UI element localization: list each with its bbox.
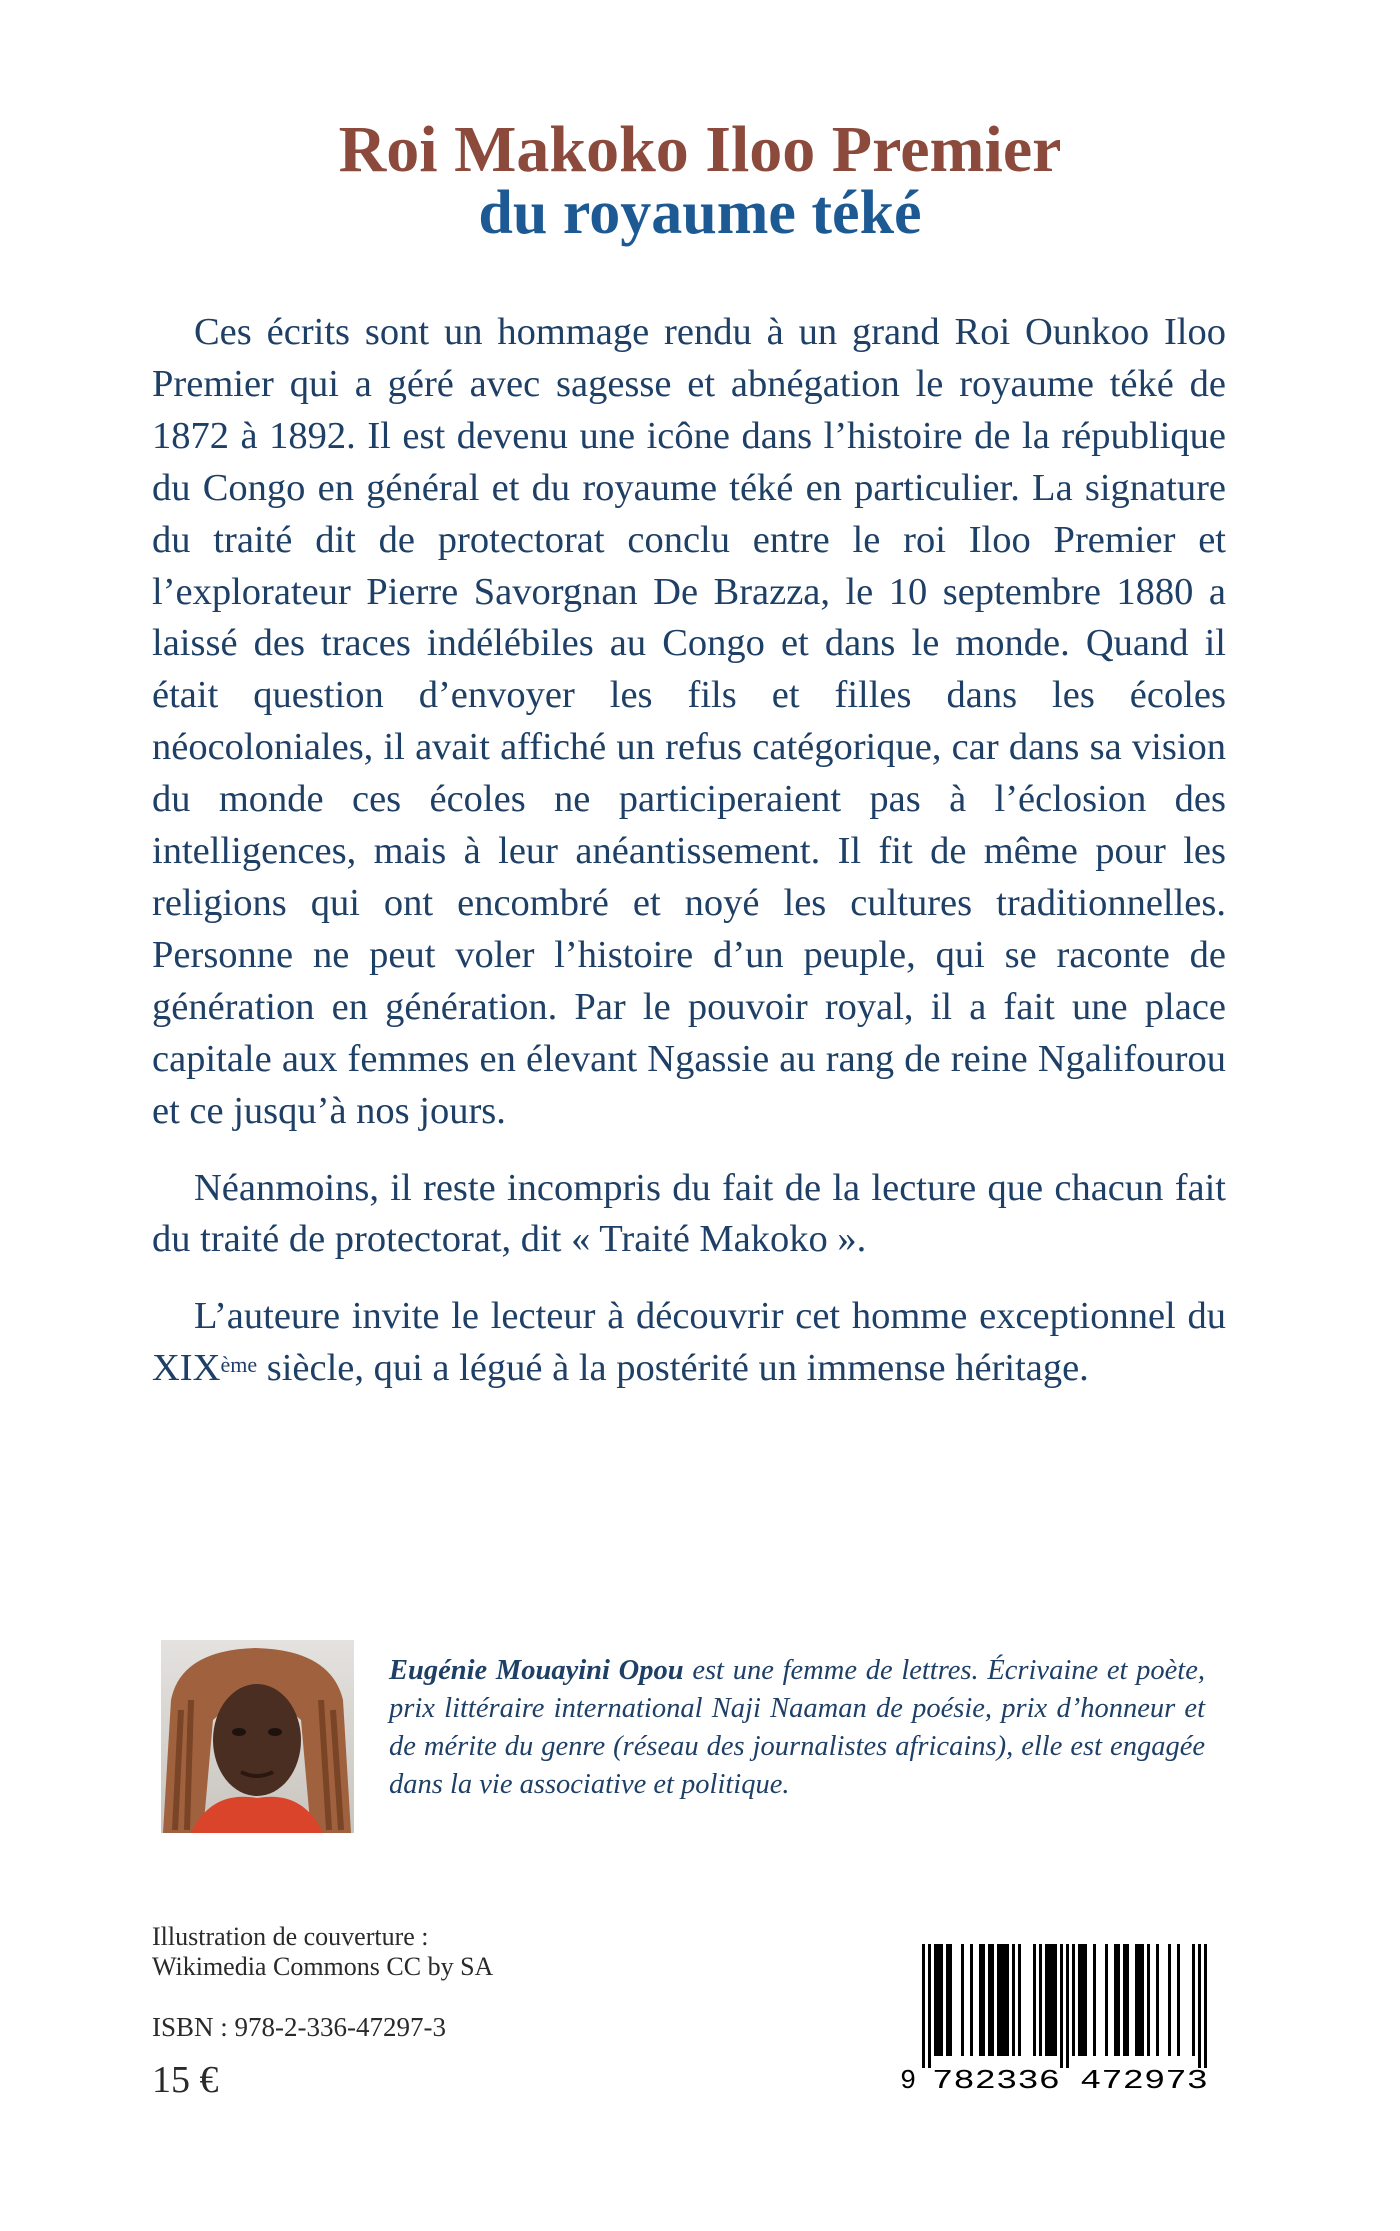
barcode-bar xyxy=(928,1944,931,2068)
barcode-bar xyxy=(970,1944,973,2056)
barcode-bar xyxy=(961,1944,964,2056)
barcode-right-digits: 472973 xyxy=(1080,2067,1208,2094)
barcode-bar xyxy=(1141,1944,1144,2056)
barcode-bar xyxy=(1192,1944,1195,2056)
barcode-bar xyxy=(1126,1944,1129,2056)
blurb-paragraph-2: Néanmoins, il reste incompris du fait de la lecture que chacun fait du traité de protectorat, dit « Traité Makoko ». xyxy=(152,1166,1226,1261)
barcode-bar xyxy=(1168,1944,1171,2056)
barcode-bar xyxy=(1147,1944,1150,2056)
blurb-paragraph-3 xyxy=(152,1291,1226,1395)
barcode-bar xyxy=(949,1944,952,2056)
author-bio-text: est une femme de lettres. Écrivaine et poète, prix littéraire international Naji Naaman de poésie, prix d’honneur et de mérite du genre (réseau des journalistes africains), elle est engagée dans la vie associative et politique. xyxy=(389,1655,1205,1800)
barcode-bar xyxy=(982,1944,985,2056)
title-subtitle: du royaume téké xyxy=(478,179,922,247)
barcode-bar xyxy=(1000,1944,1003,2056)
isbn: ISBN : 978-2-336-47297-3 xyxy=(152,2012,446,2042)
barcode-bar xyxy=(1105,1944,1108,2056)
blurb-p3-start: L’auteure invite le lecteur à découvrir cet homme exceptionnel du XIX xyxy=(152,1295,1226,1390)
barcode-bar xyxy=(991,1944,994,2056)
barcode-bar xyxy=(937,1944,940,2056)
barcode-bar xyxy=(1123,1944,1126,2056)
barcode-bar xyxy=(1093,1944,1096,2056)
credits-line-2: Wikimedia Commons CC by SA xyxy=(152,1952,494,1981)
barcode-bar xyxy=(1066,1944,1069,2068)
barcode-bar xyxy=(1204,1944,1207,2068)
price: 15 € xyxy=(152,2059,219,2101)
barcode-bar xyxy=(1051,1944,1054,2056)
barcode-left-digits: 782336 xyxy=(932,2067,1060,2094)
book-title xyxy=(0,113,1400,247)
title-main: Roi Makoko Iloo Premier xyxy=(338,113,1062,186)
barcode-bar xyxy=(988,1944,991,2056)
barcode-bar xyxy=(1045,1944,1048,2056)
barcode-bar xyxy=(1081,1944,1084,2056)
barcode-bar xyxy=(1048,1944,1051,2056)
barcode-bar xyxy=(1006,1944,1009,2056)
blurb-p3-end: siècle, qui a légué à la postérité un immense héritage. xyxy=(257,1347,1089,1390)
barcode-bar xyxy=(1039,1944,1042,2056)
credits-line-1: Illustration de couverture : xyxy=(152,1922,429,1951)
barcode-bar xyxy=(1198,1944,1201,2068)
barcode-bar xyxy=(1177,1944,1180,2056)
barcode-bar xyxy=(946,1944,949,2056)
barcode-bar xyxy=(1054,1944,1057,2056)
barcode-bar xyxy=(1135,1944,1138,2056)
barcode-bar xyxy=(1012,1944,1015,2056)
barcode-bar xyxy=(979,1944,982,2056)
barcode-bar xyxy=(1138,1944,1141,2056)
barcode-bar xyxy=(1117,1944,1120,2056)
barcode-bar xyxy=(997,1944,1000,2056)
author-photo xyxy=(161,1640,354,1833)
barcode-bar xyxy=(922,1944,925,2068)
barcode-bar xyxy=(1114,1944,1117,2056)
blurb-paragraph-1: Ces écrits sont un hommage rendu à un grand Roi Ounkoo Iloo Premier qui a géré avec sagesse et abnégation le royaume téké de 1872 à 1892. Il est devenu une icône dans l’histoire de la république du Congo en général et du royaume téké en particulier. La signature du traité dit de protectorat conclu entre le roi Iloo Premier et l’explorateur Pierre Savorgnan De Brazza, le 10 septembre 1880 a laissé des traces indélébiles au Congo et dans le monde. Quand il était question d’envoyer les fils et filles dans les écoles néocoloniales, il avait affiché un refus catégorique, car dans sa vision du monde ces écoles ne participeraient pas à l’éclosion des intelligences, mais à leur anéantissement. Il fit de même pour les religions qui ont encombré et noyé les cultures traditionnelles. Personne ne peut voler l’histoire d’un peuple, qui se raconte de génération en génération. Par le pouvoir royal, il a fait une place capitale aux femmes en élevant Ngassie au rang de reine Ngalifourou et ce jusqu’à nos jours. xyxy=(152,311,1226,1132)
back-cover-blurb xyxy=(152,307,1226,1420)
cover-credits xyxy=(152,1922,493,1982)
barcode-bar xyxy=(1060,1944,1063,2068)
author-name: Eugénie Mouayini Opou xyxy=(389,1655,684,1686)
barcode-bar xyxy=(1072,1944,1075,2056)
barcode-bar xyxy=(1156,1944,1159,2056)
barcode-bar xyxy=(1084,1944,1087,2056)
barcode-bars xyxy=(922,1944,1207,2068)
barcode-bar xyxy=(934,1944,937,2056)
barcode-bar xyxy=(1003,1944,1006,2056)
barcode-first-digit: 9 xyxy=(900,2067,917,2094)
barcode-bar xyxy=(1033,1944,1036,2056)
barcode-bar xyxy=(1078,1944,1081,2056)
isbn-barcode xyxy=(898,1942,1230,2094)
author-biography xyxy=(389,1652,1205,1804)
century-superscript: ème xyxy=(220,1352,258,1378)
barcode-bar xyxy=(940,1944,943,2056)
barcode-bar xyxy=(1018,1944,1021,2056)
